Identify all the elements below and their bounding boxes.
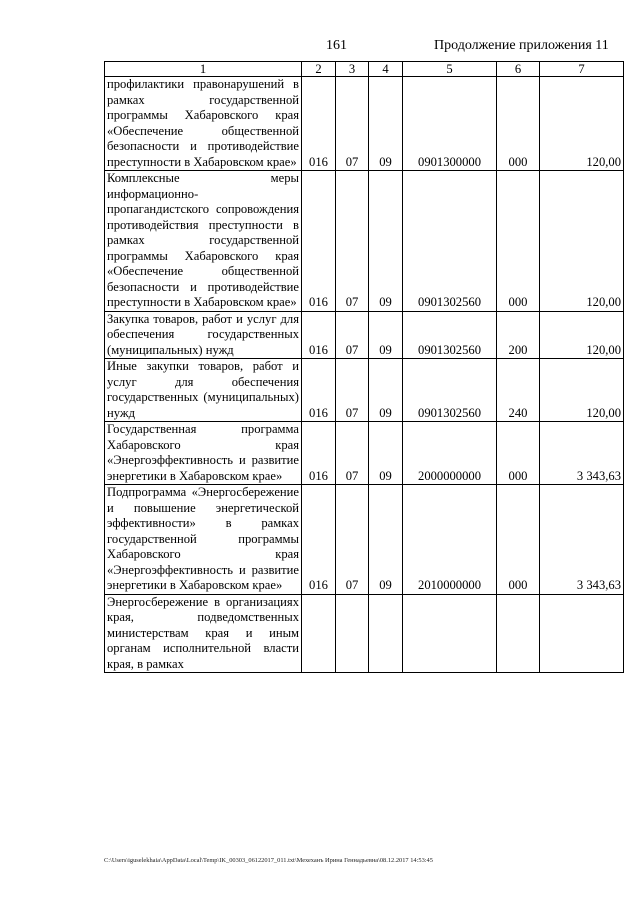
row-name: Комплексные меры информационно-пропагандистского сопровождения противодействия преступности в рамках государственной программы Хабаровского края «Обеспечение общественной безопасности и противодействие преступности в Хабаровском крае»: [105, 171, 302, 312]
budget-table: [104, 61, 624, 673]
row-section: 07: [336, 485, 369, 595]
row-amount: [540, 594, 624, 673]
row-name: Закупка товаров, работ и услуг для обеспечения государственных (муниципальных) нужд: [105, 311, 302, 359]
row-expense-type: 200: [497, 311, 540, 359]
page-number: 161: [326, 38, 347, 53]
row-code: 016: [302, 77, 336, 171]
row-target-article: 0901302560: [403, 311, 497, 359]
column-header: 5: [403, 62, 497, 77]
table-row: [105, 171, 624, 312]
column-header: 7: [540, 62, 624, 77]
row-name: профилактики правонарушений в рамках государственной программы Хабаровского края «Обеспечение общественной безопасности и противодействие преступности в Хабаровском крае»: [105, 77, 302, 171]
column-header: 2: [302, 62, 336, 77]
row-section: 07: [336, 77, 369, 171]
row-expense-type: 000: [497, 422, 540, 485]
column-header: 4: [369, 62, 403, 77]
table-row: [105, 77, 624, 171]
column-header: 6: [497, 62, 540, 77]
row-target-article: 2010000000: [403, 485, 497, 595]
row-section: 07: [336, 422, 369, 485]
row-subsection: 09: [369, 311, 403, 359]
row-amount: 120,00: [540, 171, 624, 312]
row-target-article: 0901302560: [403, 171, 497, 312]
row-amount: 120,00: [540, 77, 624, 171]
row-subsection: 09: [369, 359, 403, 422]
row-amount: 3 343,63: [540, 485, 624, 595]
footer-file-path: C:\Users\iguselekhaia\AppData\Local\Temp\IK_00303_06122017_011.txt\Мехеханъ Ирина Геннадьевна\08.12.2017 14:53:45: [104, 857, 433, 864]
table-row: [105, 311, 624, 359]
table-row: [105, 594, 624, 673]
row-amount: 120,00: [540, 311, 624, 359]
row-code: [302, 594, 336, 673]
row-target-article: 0901302560: [403, 359, 497, 422]
row-subsection: 09: [369, 485, 403, 595]
row-expense-type: 000: [497, 171, 540, 312]
table-row: [105, 359, 624, 422]
table-header-row: [105, 62, 624, 77]
row-expense-type: 000: [497, 77, 540, 171]
row-section: 07: [336, 311, 369, 359]
row-code: 016: [302, 171, 336, 312]
row-subsection: 09: [369, 422, 403, 485]
row-target-article: [403, 594, 497, 673]
row-amount: 120,00: [540, 359, 624, 422]
row-expense-type: [497, 594, 540, 673]
column-header: 3: [336, 62, 369, 77]
row-code: 016: [302, 485, 336, 595]
row-subsection: 09: [369, 77, 403, 171]
column-header: 1: [105, 62, 302, 77]
row-name: Иные закупки товаров, работ и услуг для обеспечения государственных (муниципальных) нужд: [105, 359, 302, 422]
appendix-continuation-note: Продолжение приложения 11: [434, 38, 609, 53]
row-code: 016: [302, 359, 336, 422]
row-section: [336, 594, 369, 673]
row-section: 07: [336, 359, 369, 422]
row-name: Подпрограмма «Энергосбережение и повышение энергетической эффективности» в рамках государственной программы Хабаровского края «Энергоэффективность и развитие энергетики в Хабаровском крае»: [105, 485, 302, 595]
table-row: [105, 485, 624, 595]
table-row: [105, 422, 624, 485]
row-name: Энергосбережение в организациях края, подведомственных министерствам края и иным органам исполнительной власти края, в рамках: [105, 594, 302, 673]
row-amount: 3 343,63: [540, 422, 624, 485]
row-target-article: 2000000000: [403, 422, 497, 485]
row-expense-type: 240: [497, 359, 540, 422]
row-code: 016: [302, 422, 336, 485]
row-subsection: [369, 594, 403, 673]
row-subsection: 09: [369, 171, 403, 312]
row-expense-type: 000: [497, 485, 540, 595]
row-section: 07: [336, 171, 369, 312]
row-name: Государственная программа Хабаровского края «Энергоэффективность и развитие энергетики в Хабаровском крае»: [105, 422, 302, 485]
row-code: 016: [302, 311, 336, 359]
row-target-article: 0901300000: [403, 77, 497, 171]
